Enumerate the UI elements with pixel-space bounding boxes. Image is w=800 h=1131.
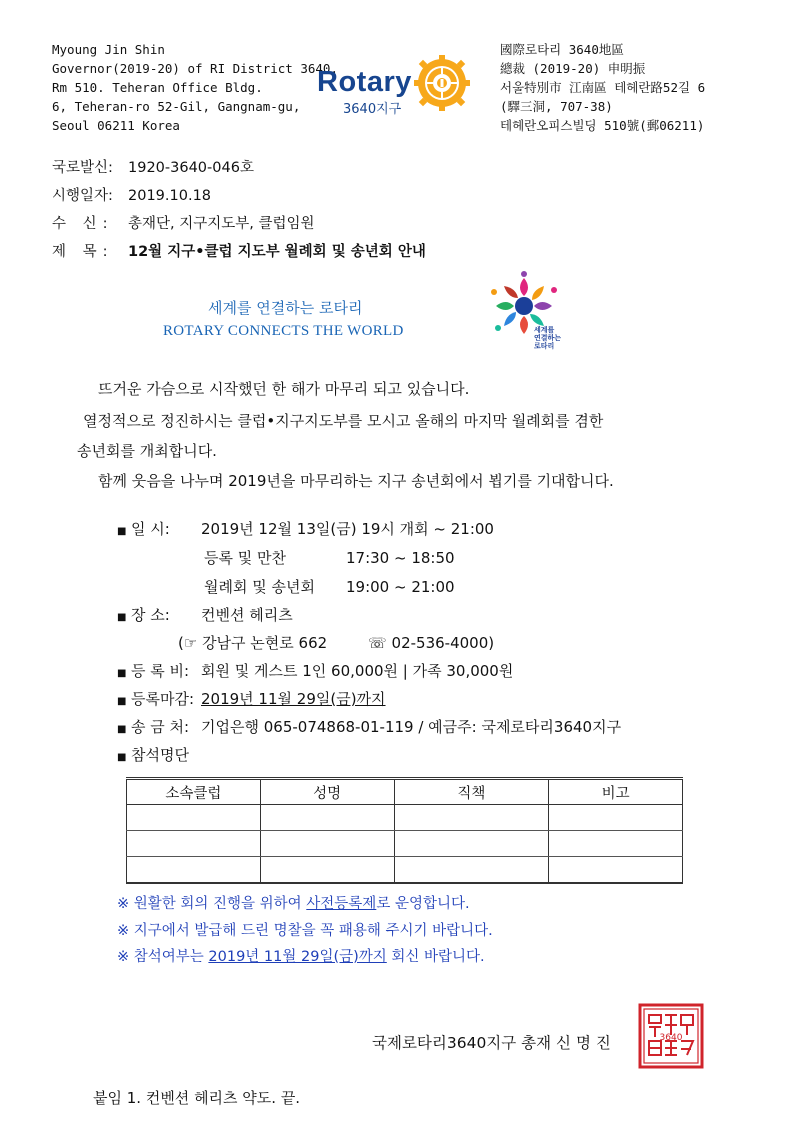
bullet-icon: ■ [117,724,127,735]
sender-line: Seoul 06211 Korea [52,118,180,133]
subject-title: 12월 지구•클럽 지도부 월례회 및 송년회 안내 [128,244,426,260]
recipients [52,212,315,233]
detail-attendance [117,744,189,765]
logo-district: 3640지구 [343,102,402,117]
svg-text:3640: 3640 [659,1033,683,1043]
schedule-name: 등록 및 만찬 [204,549,286,567]
emblem-caption [534,326,561,350]
detail-value: 2019년 12월 13일(금) 19시 개회 ~ 21:00 [201,520,494,538]
column-header: 소속클럽 [127,779,261,805]
signature: 국제로타리3640지구 총재 신 명 진 [372,1034,611,1052]
note-highlight: 2019년 11월 29일(금)까지 [208,949,387,965]
detail-label: 등록마감: [131,690,195,708]
detail-label: 참석명단 [131,746,189,764]
sender-line: Rm 510. Teheran Office Bldg. [52,80,263,95]
logo-wordmark: Rotary [317,66,412,98]
column-header: 성명 [260,779,394,805]
bullet-icon: ■ [117,696,127,707]
official-seal-icon [638,1003,704,1069]
meta-value: 2019.10.18 [128,188,212,204]
table-cell [260,805,394,831]
phone-text: ☏ 02-536-4000) [368,634,495,652]
issue-date [52,184,211,205]
sender-address-en [52,40,338,135]
bullet-icon: ■ [117,752,127,763]
table-cell [127,805,261,831]
detail-address [178,632,494,653]
column-header: 비고 [549,779,683,805]
table-cell [549,805,683,831]
detail-value: 2019년 11월 29일(금)까지 [201,690,386,708]
body-paragraph: 뜨거운 가슴으로 시작했던 한 해가 마무리 되고 있습니다. [98,380,470,398]
table-row [127,831,683,857]
column-header: 직책 [394,779,549,805]
sender-line: 서울特別市 江南區 테헤란路52길 6 [500,80,706,95]
sender-line: 테헤란오피스빌딩 510號(郵06211) [500,118,705,133]
bullet-icon: ■ [117,526,127,537]
table-cell [394,805,549,831]
table-row [127,857,683,884]
detail-label: 송 금 처: [131,718,190,736]
sender-line: 總裁 (2019-20) 申明振 [500,61,646,76]
meta-label: 제 목: [52,244,114,260]
detail-fee [117,660,513,681]
bullet-icon: ■ [117,668,127,679]
slogan-korean: 세계를 연결하는 로타리 [208,299,363,317]
note-text: 회신 바랍니다. [386,949,485,965]
detail-account [117,716,621,737]
schedule-name: 월례회 및 송년회 [204,578,315,596]
body-paragraph: 열정적으로 정진하시는 클럽•지구지도부를 모시고 올해의 마지막 월례회를 겸한 [83,412,604,430]
detail-value: 기업은행 065-074868-01-119 / 예금주: 국제로타리3640지구 [201,718,622,736]
note-text: ※ 참석여부는 [117,949,209,965]
bullet-icon: ■ [117,612,127,623]
detail-value: 회원 및 게스트 1인 60,000원 | 가족 30,000원 [201,662,514,680]
note-text: 로 운영합니다. [376,896,470,912]
body-paragraph: 송년회를 개최합니다. [77,442,217,460]
sender-line: 6, Teheran-ro 52-Gil, Gangnam-gu, [52,99,301,114]
attachment-note: 붙임 1. 컨벤션 헤리츠 약도. 끝. [93,1089,301,1107]
emblem-line: 연결하는 [534,334,562,342]
emblem-line: 로타리 [534,342,555,350]
table-row [127,805,683,831]
meta-value: 1920-3640-046호 [128,160,254,176]
table-cell [127,831,261,857]
subject [52,240,426,261]
detail-label: 등 록 비: [131,662,190,680]
meta-label: 수 신: [52,216,114,232]
schedule-meeting [204,576,455,597]
rotary-logo [313,48,473,118]
sender-line: Myoung Jin Shin [52,42,165,57]
body-paragraph: 함께 웃음을 나누며 2019년을 마무리하는 지구 송년회에서 뵙기를 기대합니다. [98,472,614,490]
meta-value: 총재단, 지구지도부, 클럽임원 [128,216,315,232]
table-cell [394,857,549,884]
table-cell [549,831,683,857]
note-nametag: ※ 지구에서 발급해 드린 명찰을 꼭 패용해 주시기 바랍니다. [117,923,493,939]
detail-value: 컨벤션 헤리츠 [201,606,293,624]
schedule-dinner [204,547,455,568]
meta-label: 국로발신: [52,160,113,176]
note-preregistration [117,892,470,913]
attendance-table [126,777,683,884]
rotary-wheel-icon [413,54,471,112]
sender-address-ko [500,40,705,135]
detail-label: 일 시: [131,520,170,538]
sender-line: 國際로타리 3640地區 [500,42,624,57]
detail-place [117,604,293,625]
note-rsvp [117,945,485,966]
table-header-row [127,779,683,805]
table-cell [394,831,549,857]
sender-line: (驛三洞, 707-38) [500,99,613,114]
doc-number [52,156,254,177]
rotary-connects-emblem [484,268,564,362]
detail-deadline [117,688,386,709]
meta-label: 시행일자: [52,188,113,204]
detail-date [117,518,494,539]
schedule-time: 17:30 ~ 18:50 [346,549,455,567]
note-highlight: 사전등록제 [306,896,377,912]
note-text: ※ 원활한 회의 진행을 위하여 [117,896,307,912]
address-text: (☞ 강남구 논현로 662 [178,634,328,652]
sender-line: Governor(2019-20) of RI District 3640. [52,61,338,76]
table-cell [260,831,394,857]
table-cell [549,857,683,884]
table-cell [260,857,394,884]
emblem-line: 세계를 [534,326,555,334]
detail-label: 장 소: [131,606,170,624]
slogan-english: ROTARY CONNECTS THE WORLD [163,323,404,339]
schedule-time: 19:00 ~ 21:00 [346,578,455,596]
table-cell [127,857,261,884]
